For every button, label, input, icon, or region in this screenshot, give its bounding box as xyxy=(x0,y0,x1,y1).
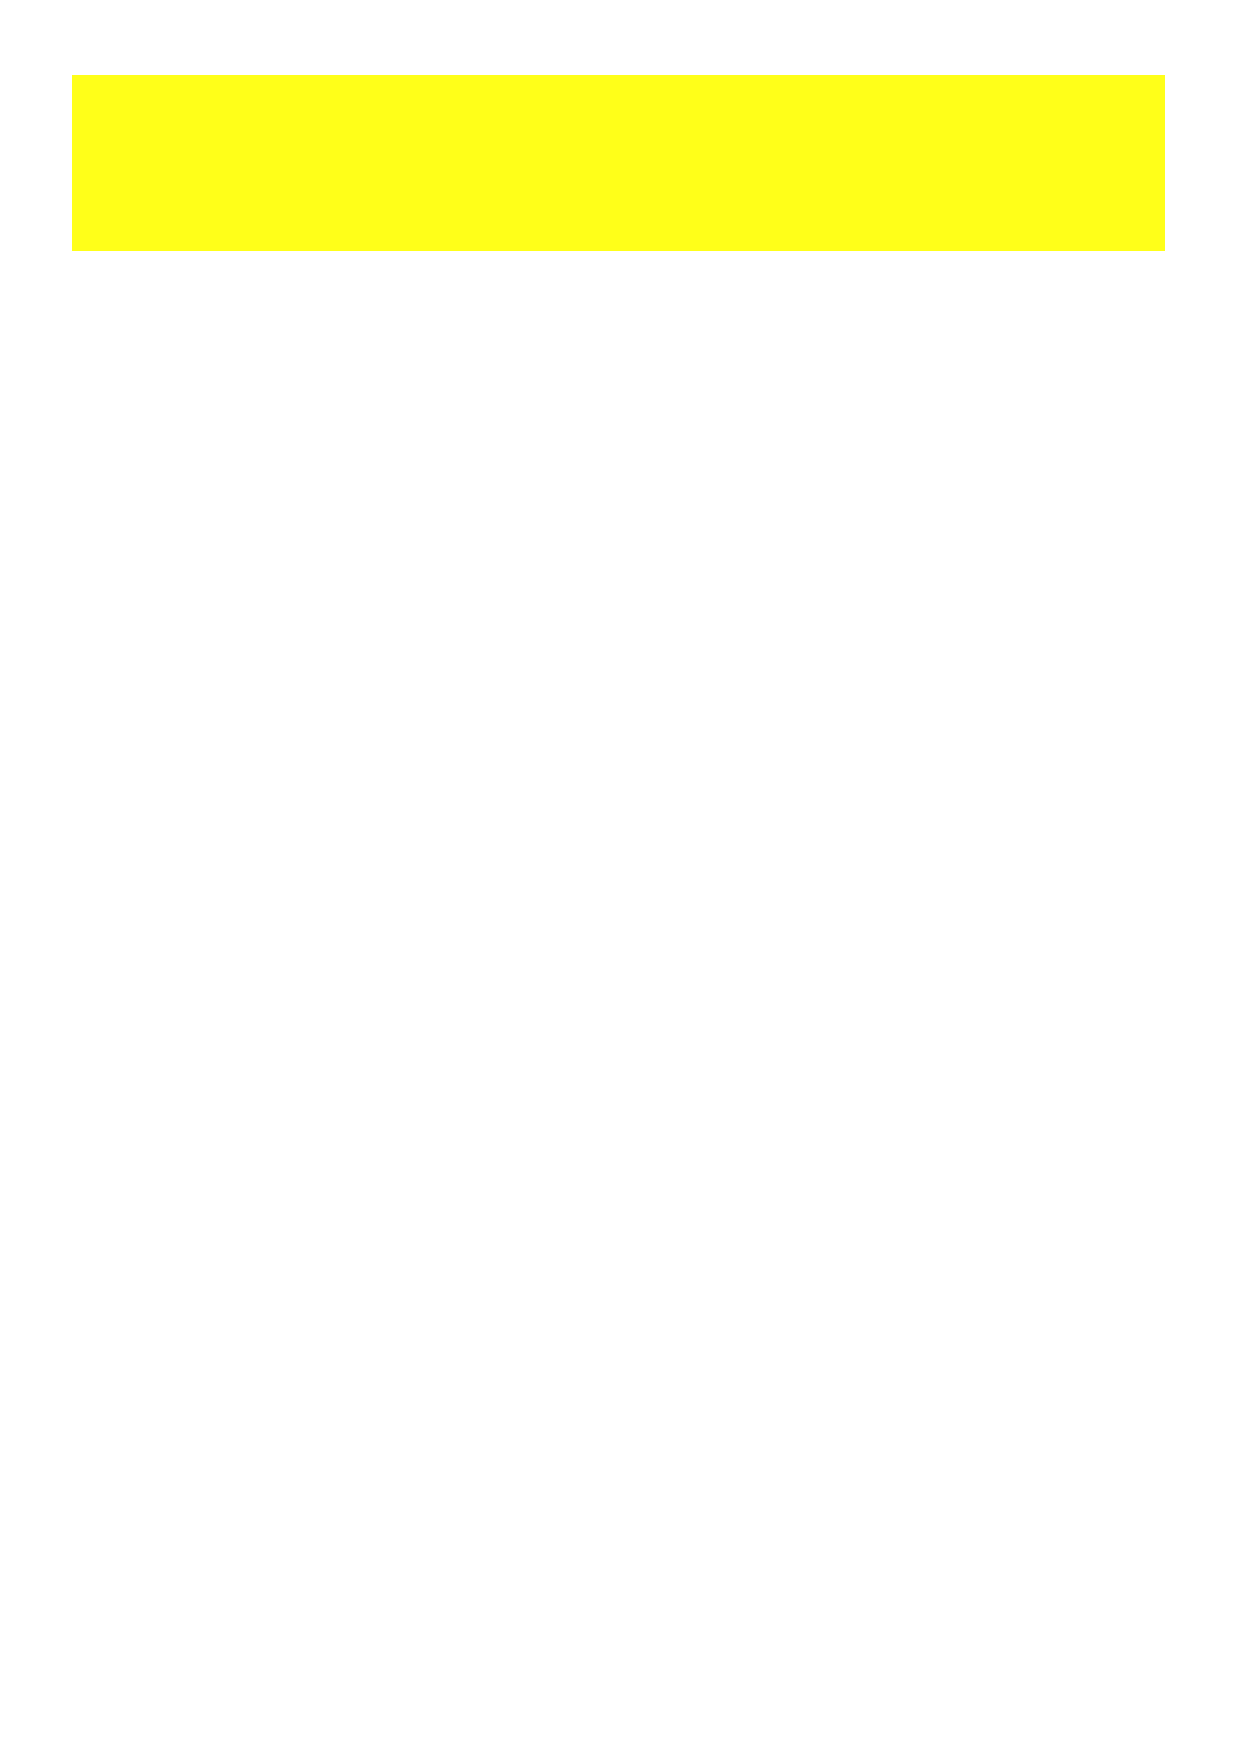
paragraph-line xyxy=(74,446,1166,484)
paragraph-line xyxy=(74,408,1166,446)
paragraph-line xyxy=(74,796,1166,834)
paragraph-interview xyxy=(74,682,1166,834)
paragraph-line xyxy=(74,565,1166,603)
paragraph-deposit xyxy=(74,486,1166,562)
top-notice-box xyxy=(72,75,1165,251)
paragraph-line xyxy=(74,332,1166,370)
paragraph-line xyxy=(74,603,1166,641)
paragraph-reapply xyxy=(74,644,1166,682)
paragraph-line xyxy=(74,758,1166,796)
paragraph-form-accuracy xyxy=(74,332,1166,484)
paragraph-line xyxy=(74,720,1166,758)
paragraph-misrepresentation xyxy=(74,565,1166,641)
paragraph-line xyxy=(74,486,1166,524)
paragraph-line xyxy=(74,644,1166,682)
paragraph-line xyxy=(74,524,1166,562)
paragraph-line xyxy=(74,682,1166,720)
paragraph-line xyxy=(74,370,1166,408)
